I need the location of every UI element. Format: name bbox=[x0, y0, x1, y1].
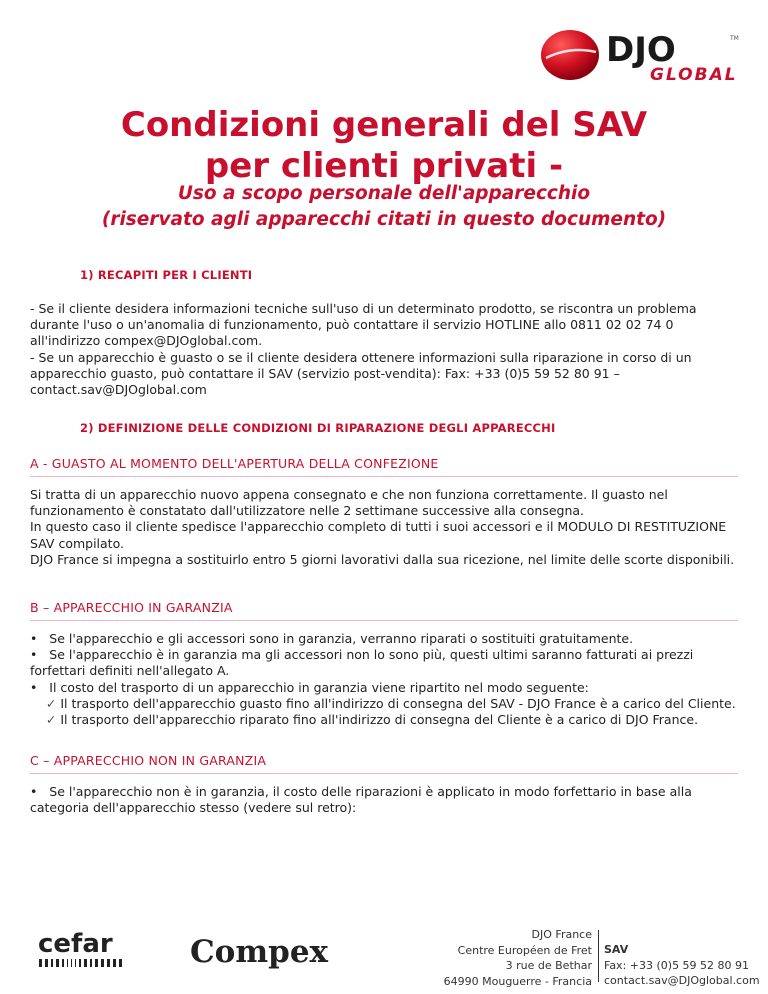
subsection-c-heading: C – APPARECCHIO NON IN GARANZIA bbox=[30, 753, 738, 774]
checkmark-icon: ✓ bbox=[45, 712, 57, 728]
subsection-a-paragraph: Si tratta di un apparecchio nuovo appena consegnato e che non funziona correttamente. Il guasto nel funzionamento è constatato dall'utilizzatore nelle 2 settimane successive alla consegna. bbox=[30, 487, 668, 519]
list-item: ✓ Il trasporto dell'apparecchio guasto fino all'indirizzo di consegna del SAV - DJO France è a carico del Cliente. bbox=[45, 695, 736, 711]
section2-heading: 2) DEFINIZIONE DELLE CONDIZIONI DI RIPARAZIONE DEGLI APPARECCHI bbox=[80, 421, 556, 435]
subsection-a-heading: A - GUASTO AL MOMENTO DELL'APERTURA DELLA CONFEZIONE bbox=[30, 456, 738, 477]
subsection-b-body bbox=[30, 631, 740, 728]
footer-divider bbox=[598, 930, 599, 982]
bullet: • bbox=[30, 679, 38, 695]
cefar-logo bbox=[38, 930, 176, 970]
list-item: ✓ Il trasporto dell'apparecchio riparato fino all'indirizzo di consegna del Cliente è a carico di DJO France. bbox=[45, 712, 699, 728]
page-subtitle-line2: (riservato agli apparecchi citati in questo documento) bbox=[101, 209, 667, 230]
subsection-a-paragraph: DJO France si impegna a sostituirlo entro 5 giorni lavorativi dalla sua ricezione, nel limite delle scorte disponibili. bbox=[30, 551, 735, 567]
bullet: • bbox=[30, 647, 38, 663]
subsection-a-body bbox=[30, 487, 740, 568]
trademark-mark: TM bbox=[730, 35, 739, 42]
list-item: • Se l'apparecchio è in garanzia ma gli accessori non lo sono più, questi ultimi saranno fatturati ai prezzi forfettari definiti nell'allegato A. bbox=[30, 647, 694, 679]
section1-heading: 1) RECAPITI PER I CLIENTI bbox=[80, 268, 253, 282]
bullet: • bbox=[30, 784, 38, 799]
checkmark-icon: ✓ bbox=[45, 695, 57, 711]
bullet: • bbox=[30, 631, 38, 646]
section1-paragraph-hotline: - Se il cliente desidera informazioni tecniche sull'uso di un determinato prodotto, se riscontra un problema durante l'uso o un'anomalia di funzionamento, può contattare il servizio HOTLINE allo 0811 02 02 74 0 all'indirizzo compex@DJOglobal.com. bbox=[30, 301, 697, 349]
subsection-b-heading: B – APPARECCHIO IN GARANZIA bbox=[30, 600, 738, 621]
djo-wordmark: DJO bbox=[606, 30, 676, 70]
footer-address: DJO France Centre Européen de Fret 3 rue de Bethar 64990 Mouguerre - Francia bbox=[443, 928, 592, 988]
section1-body bbox=[30, 301, 740, 398]
global-wordmark: GLOBAL bbox=[650, 65, 738, 85]
page-subtitle-line1: Uso a scopo personale dell'apparecchio bbox=[177, 183, 591, 204]
list-item: • Il costo del trasporto di un apparecchio in garanzia viene ripartito nel modo seguente: bbox=[30, 679, 589, 695]
list-item: • Se l'apparecchio non è in garanzia, il costo delle riparazioni è applicato in modo forfettario in base alla categoria dell'apparecchio stesso (vedere sul retro): bbox=[30, 784, 692, 816]
compex-wordmark: Compex bbox=[190, 934, 329, 970]
section1-paragraph-sav: - Se un apparecchio è guasto o se il cliente desidera ottenere informazioni sulla riparazione in corso di un apparecchio guasto, può contattare il SAV (servizio post-vendita): Fax: +33 (0)5 59 52 80 91 – contact.sav@DJOglobal.com bbox=[30, 349, 692, 398]
page-title-line2: per clienti privati - bbox=[204, 146, 564, 186]
footer-sav-contact: SAV Fax: +33 (0)5 59 52 80 91 contact.sav@DJOglobal.com bbox=[604, 943, 760, 987]
djo-global-logo bbox=[540, 28, 750, 88]
list-item: • Se l'apparecchio e gli accessori sono in garanzia, verranno riparati o sostituiti gratuitamente. bbox=[30, 631, 634, 646]
subsection-a-paragraph: In questo caso il cliente spedisce l'apparecchio completo di tutti i suoi accessori e il MODULO DI RESTITUZIONE SAV compilato. bbox=[30, 519, 727, 551]
compex-logo bbox=[190, 928, 340, 970]
page-title-line1: Condizioni generali del SAV bbox=[120, 105, 648, 145]
cefar-wordmark: cefar bbox=[38, 930, 113, 959]
subsection-c-body bbox=[30, 784, 740, 816]
